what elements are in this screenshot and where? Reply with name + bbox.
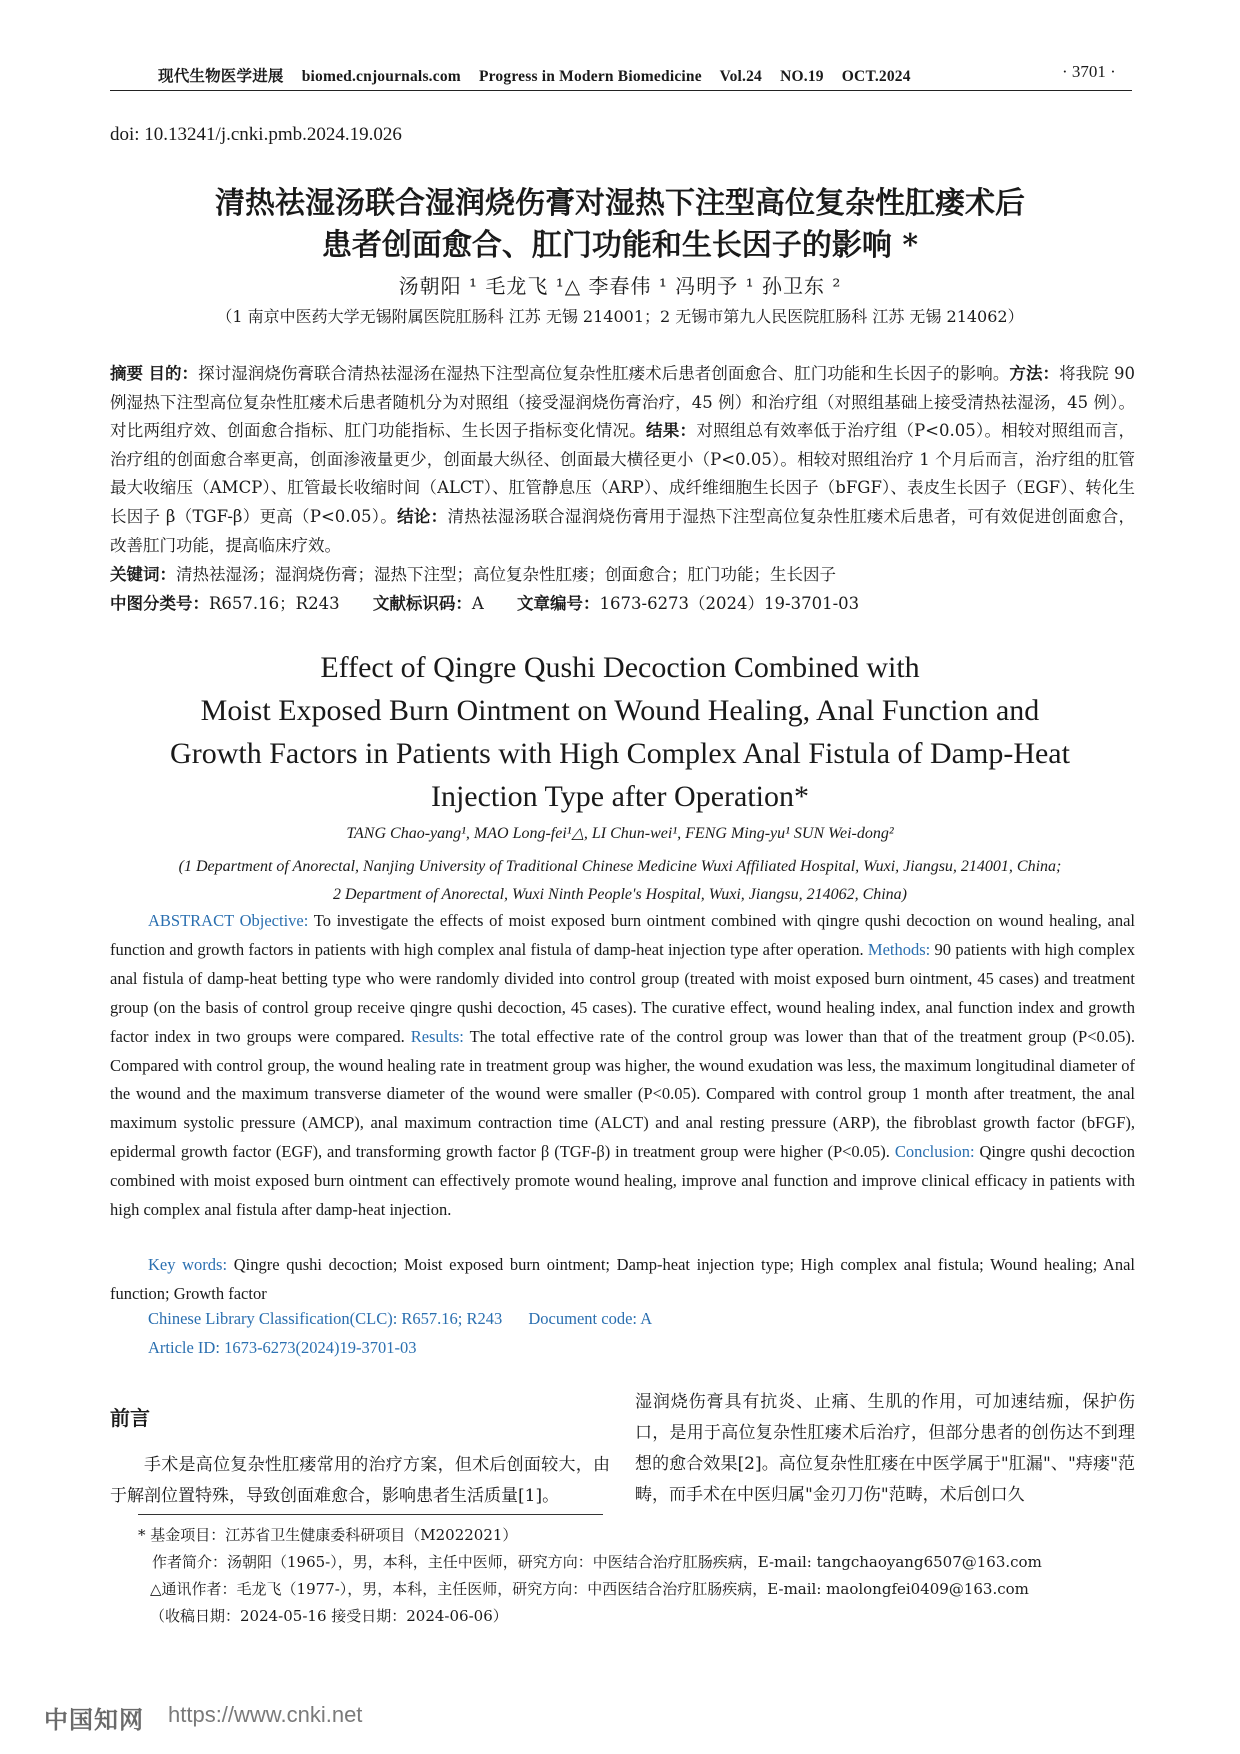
- clc-cn: R657.16；R243: [209, 594, 340, 613]
- footnote-fund: * 基金项目：江苏省卫生健康委科研项目（M2022021）: [138, 1526, 518, 1544]
- footnote-rule: [138, 1514, 603, 1515]
- title-en-line: Injection Type after Operation*: [430, 780, 810, 813]
- title-cn-line: 患者创面愈合、肛门功能和生长因子的影响 *: [321, 228, 919, 263]
- journal-volume: Vol.24: [719, 68, 763, 85]
- methods-en: 90 patients with high complex anal fistula of damp-heat betting type who were randomly divided into control group (treated with moist exposed burn ointment, 45 cases) and treatment group (on the basis of control group receive qingre qushi decoction, 45 cases). The curative effect, wound healing index, anal function index and growth factor index in two groups were compared.: [110, 939, 1136, 1046]
- journal-name-en: Progress in Modern Biomedicine: [478, 68, 702, 85]
- keywords-cn-label: 关键词：: [110, 565, 176, 584]
- title-en-line: Growth Factors in Patients with High Complex Anal Fistula of Damp-Heat: [170, 737, 1070, 770]
- cnki-url[interactable]: https://www.cnki.net: [168, 1702, 363, 1727]
- journal-site: biomed.cnjournals.com: [301, 68, 461, 85]
- abstract-en-label: ABSTRACT Objective:: [148, 911, 309, 930]
- keywords-en: [110, 1251, 1135, 1309]
- footnote-dates: （收稿日期：2024-05-16 接受日期：2024-06-06）: [150, 1607, 508, 1625]
- authors-cn: 汤朝阳 ¹ 毛龙飞 ¹△ 李春伟 ¹ 冯明予 ¹ 孙卫东 ²: [398, 274, 842, 298]
- results-cn-label: 结果：: [646, 421, 697, 441]
- article-no-cn: 1673-6273（2024）19-3701-03: [599, 594, 860, 613]
- results-en-label: Results:: [410, 1026, 464, 1046]
- objective-cn-label: 目的：: [148, 364, 199, 383]
- page-number: · 3701 ·: [1062, 62, 1116, 81]
- running-header: [158, 64, 925, 86]
- keywords-en-label: Key words:: [148, 1255, 228, 1274]
- affiliation-cn: （1 南京中医药大学无锡附属医院肛肠科 江苏 无锡 214001；2 无锡市第九人民医院肛肠科 江苏 无锡 214062）: [216, 307, 1024, 326]
- objective-cn: 探讨湿润烧伤膏联合清热祛湿汤在湿热下注型高位复杂性肛瘘术后患者创面愈合、肛门功能和生长因子的影响。: [198, 364, 1010, 383]
- results-cn: 对照组总有效率低于治疗组（P<0.05）。相较对照组而言，治疗组的创面愈合率更高，创面渗液量更少，创面最大纵径、创面最大横径更小（P<0.05）。相较对照组治疗 1 个月后而言，治疗组的肛管最大收缩压（AMCP）、肛管最长收缩时间（ALCT）、肛管静息压（ARP）、成纤维细胞生长因子（bFGF）、表皮生长因子（EGF）、转化生长因子 β（TGF-β）更高（P<0.05）。: [110, 421, 1136, 526]
- intro-paragraph-left: 手术是高位复杂性肛瘘常用的治疗方案，但术后创面较大，由于解剖位置特殊，导致创面难愈合，影响患者生活质量[1]。: [110, 1455, 610, 1506]
- clc-en-label: Chinese Library Classification(CLC):: [148, 1309, 398, 1328]
- journal-date: OCT.2024: [841, 68, 911, 85]
- title-cn: [110, 183, 1130, 267]
- conclusion-cn-label: 结论：: [397, 506, 448, 526]
- doc-code-cn: A: [471, 594, 484, 613]
- conclusion-en-label: Conclusion:: [894, 1142, 975, 1162]
- journal-name-cn: 现代生物医学进展: [158, 68, 284, 85]
- doc-code-en-label: Document code:: [528, 1309, 637, 1328]
- affiliation-en: [110, 853, 1130, 909]
- journal-number: NO.19: [780, 68, 824, 85]
- methods-en-label: Methods:: [867, 939, 931, 959]
- objective-en: To investigate the effects of moist exposed burn ointment combined with qingre qushi decoction on wound healing, anal function and growth factors in patients with high complex anal fistula of damp-heat injection type after operation.: [110, 911, 1136, 959]
- footnote-corresponding: △通讯作者：毛龙飞（1977-），男，本科，主任医师，研究方向：中西医结合治疗肛肠疾病，E-mail: maolongfei0409@163.com: [150, 1580, 1029, 1598]
- doc-code-cn-label: 文献标识码：: [372, 594, 472, 613]
- clc-en: R657.16; R243: [401, 1309, 503, 1328]
- keywords-cn-text: 清热祛湿汤；湿润烧伤膏；湿热下注型；高位复杂性肛瘘；创面愈合；肛门功能；生长因子: [176, 565, 836, 584]
- keywords-en-text: Qingre qushi decoction; Moist exposed burn ointment; Damp-heat injection type; High complex anal fistula; Wound healing; Anal function; Growth factor: [110, 1255, 1135, 1303]
- title-en-line: Moist Exposed Burn Ointment on Wound Healing, Anal Function and: [200, 694, 1040, 727]
- results-en: The total effective rate of the control group was lower than that of the treatment group (P<0.05). Compared with control group, the wound healing rate in treatment group was higher, the wound exudation was less, the maximum longitudinal diameter of the wound and the maximum transverse diameter of the wound were smaller (P<0.05). Compared with control group 1 month after treatment, the anal maximum systolic pressure (AMCP), anal maximum contraction time (ALCT) and anal resting pressure (ARP), the fibroblast growth factor (bFGF), epidermal growth factor (EGF), and transforming growth factor β (TGF-β) in treatment group were higher (P<0.05).: [110, 1026, 1136, 1162]
- abstract-en: [110, 907, 1135, 1225]
- affiliation-en-line: (1 Department of Anorectal, Nanjing University of Traditional Chinese Medicine Wuxi Affiliated Hospital, Wuxi, Jiangsu, 214001, China;: [178, 858, 1062, 875]
- article-no-cn-label: 文章编号：: [517, 594, 600, 613]
- section-heading: 前言: [110, 1406, 150, 1430]
- title-en: [110, 646, 1130, 818]
- classification-cn: [110, 590, 1135, 619]
- article-id-en-value: 1673-6273(2024)19-3701-03: [224, 1338, 417, 1357]
- keywords-cn: [110, 561, 1135, 590]
- header-rule: [110, 90, 1132, 91]
- cnki-logo: 中国知网: [44, 1706, 144, 1734]
- classification-en: [148, 1309, 652, 1329]
- abstract-cn-label: 摘要: [110, 364, 144, 383]
- affiliation-en-line: 2 Department of Anorectal, Wuxi Ninth People's Hospital, Wuxi, Jiangsu, 214062, China): [332, 886, 908, 903]
- article-id-en: [148, 1338, 417, 1358]
- title-en-line: Effect of Qingre Qushi Decoction Combined with: [320, 651, 920, 684]
- conclusion-en: Qingre qushi decoction combined with moist exposed burn ointment can effectively promote wound healing, improve anal function and improve clinical efficacy in patients with high complex anal fistula after damp-heat injection.: [110, 1142, 1136, 1220]
- title-cn-line: 清热祛湿汤联合湿润烧伤膏对湿热下注型高位复杂性肛瘘术后: [215, 186, 1025, 221]
- footnote-author-bio: 作者简介：汤朝阳（1965-），男，本科，主任中医师，研究方向：中医结合治疗肛肠疾病，E-mail: tangchaoyang6507@163.com: [152, 1553, 1042, 1571]
- intro-paragraph-right: 湿润烧伤膏具有抗炎、止痛、生肌的作用，可加速结痂，保护伤口，是用于高位复杂性肛瘘术后治疗，但部分患者的创伤达不到理想的愈合效果[2]。高位复杂性肛瘘在中医学属于"肛漏"、"痔瘘"范畴，而手术在中医归属"金刃刀伤"范畴，术后创口久: [635, 1392, 1135, 1505]
- clc-cn-label: 中图分类号：: [110, 594, 209, 613]
- abstract-cn: [110, 360, 1135, 560]
- doi: doi: 10.13241/j.cnki.pmb.2024.19.026: [110, 124, 402, 145]
- methods-cn-label: 方法：: [1009, 364, 1060, 383]
- methods-cn: 将我院 90 例湿热下注型高位复杂性肛瘘术后患者随机分为对照组（接受湿润烧伤膏治疗，45 例）和治疗组（对照组基础上接受清热祛湿汤，45 例）。对比两组疗效、创面愈合指标、肛门功能指标、生长因子指标变化情况。: [110, 364, 1136, 441]
- authors-en: TANG Chao-yang¹, MAO Long-fei¹△, LI Chun-wei¹, FENG Ming-yu¹ SUN Wei-dong²: [346, 825, 894, 842]
- article-id-en-label: Article ID:: [148, 1338, 220, 1357]
- conclusion-cn: 清热祛湿汤联合湿润烧伤膏用于湿热下注型高位复杂性肛瘘术后患者，可有效促进创面愈合，改善肛门功能，提高临床疗效。: [110, 506, 1136, 555]
- doc-code-en: A: [640, 1309, 653, 1328]
